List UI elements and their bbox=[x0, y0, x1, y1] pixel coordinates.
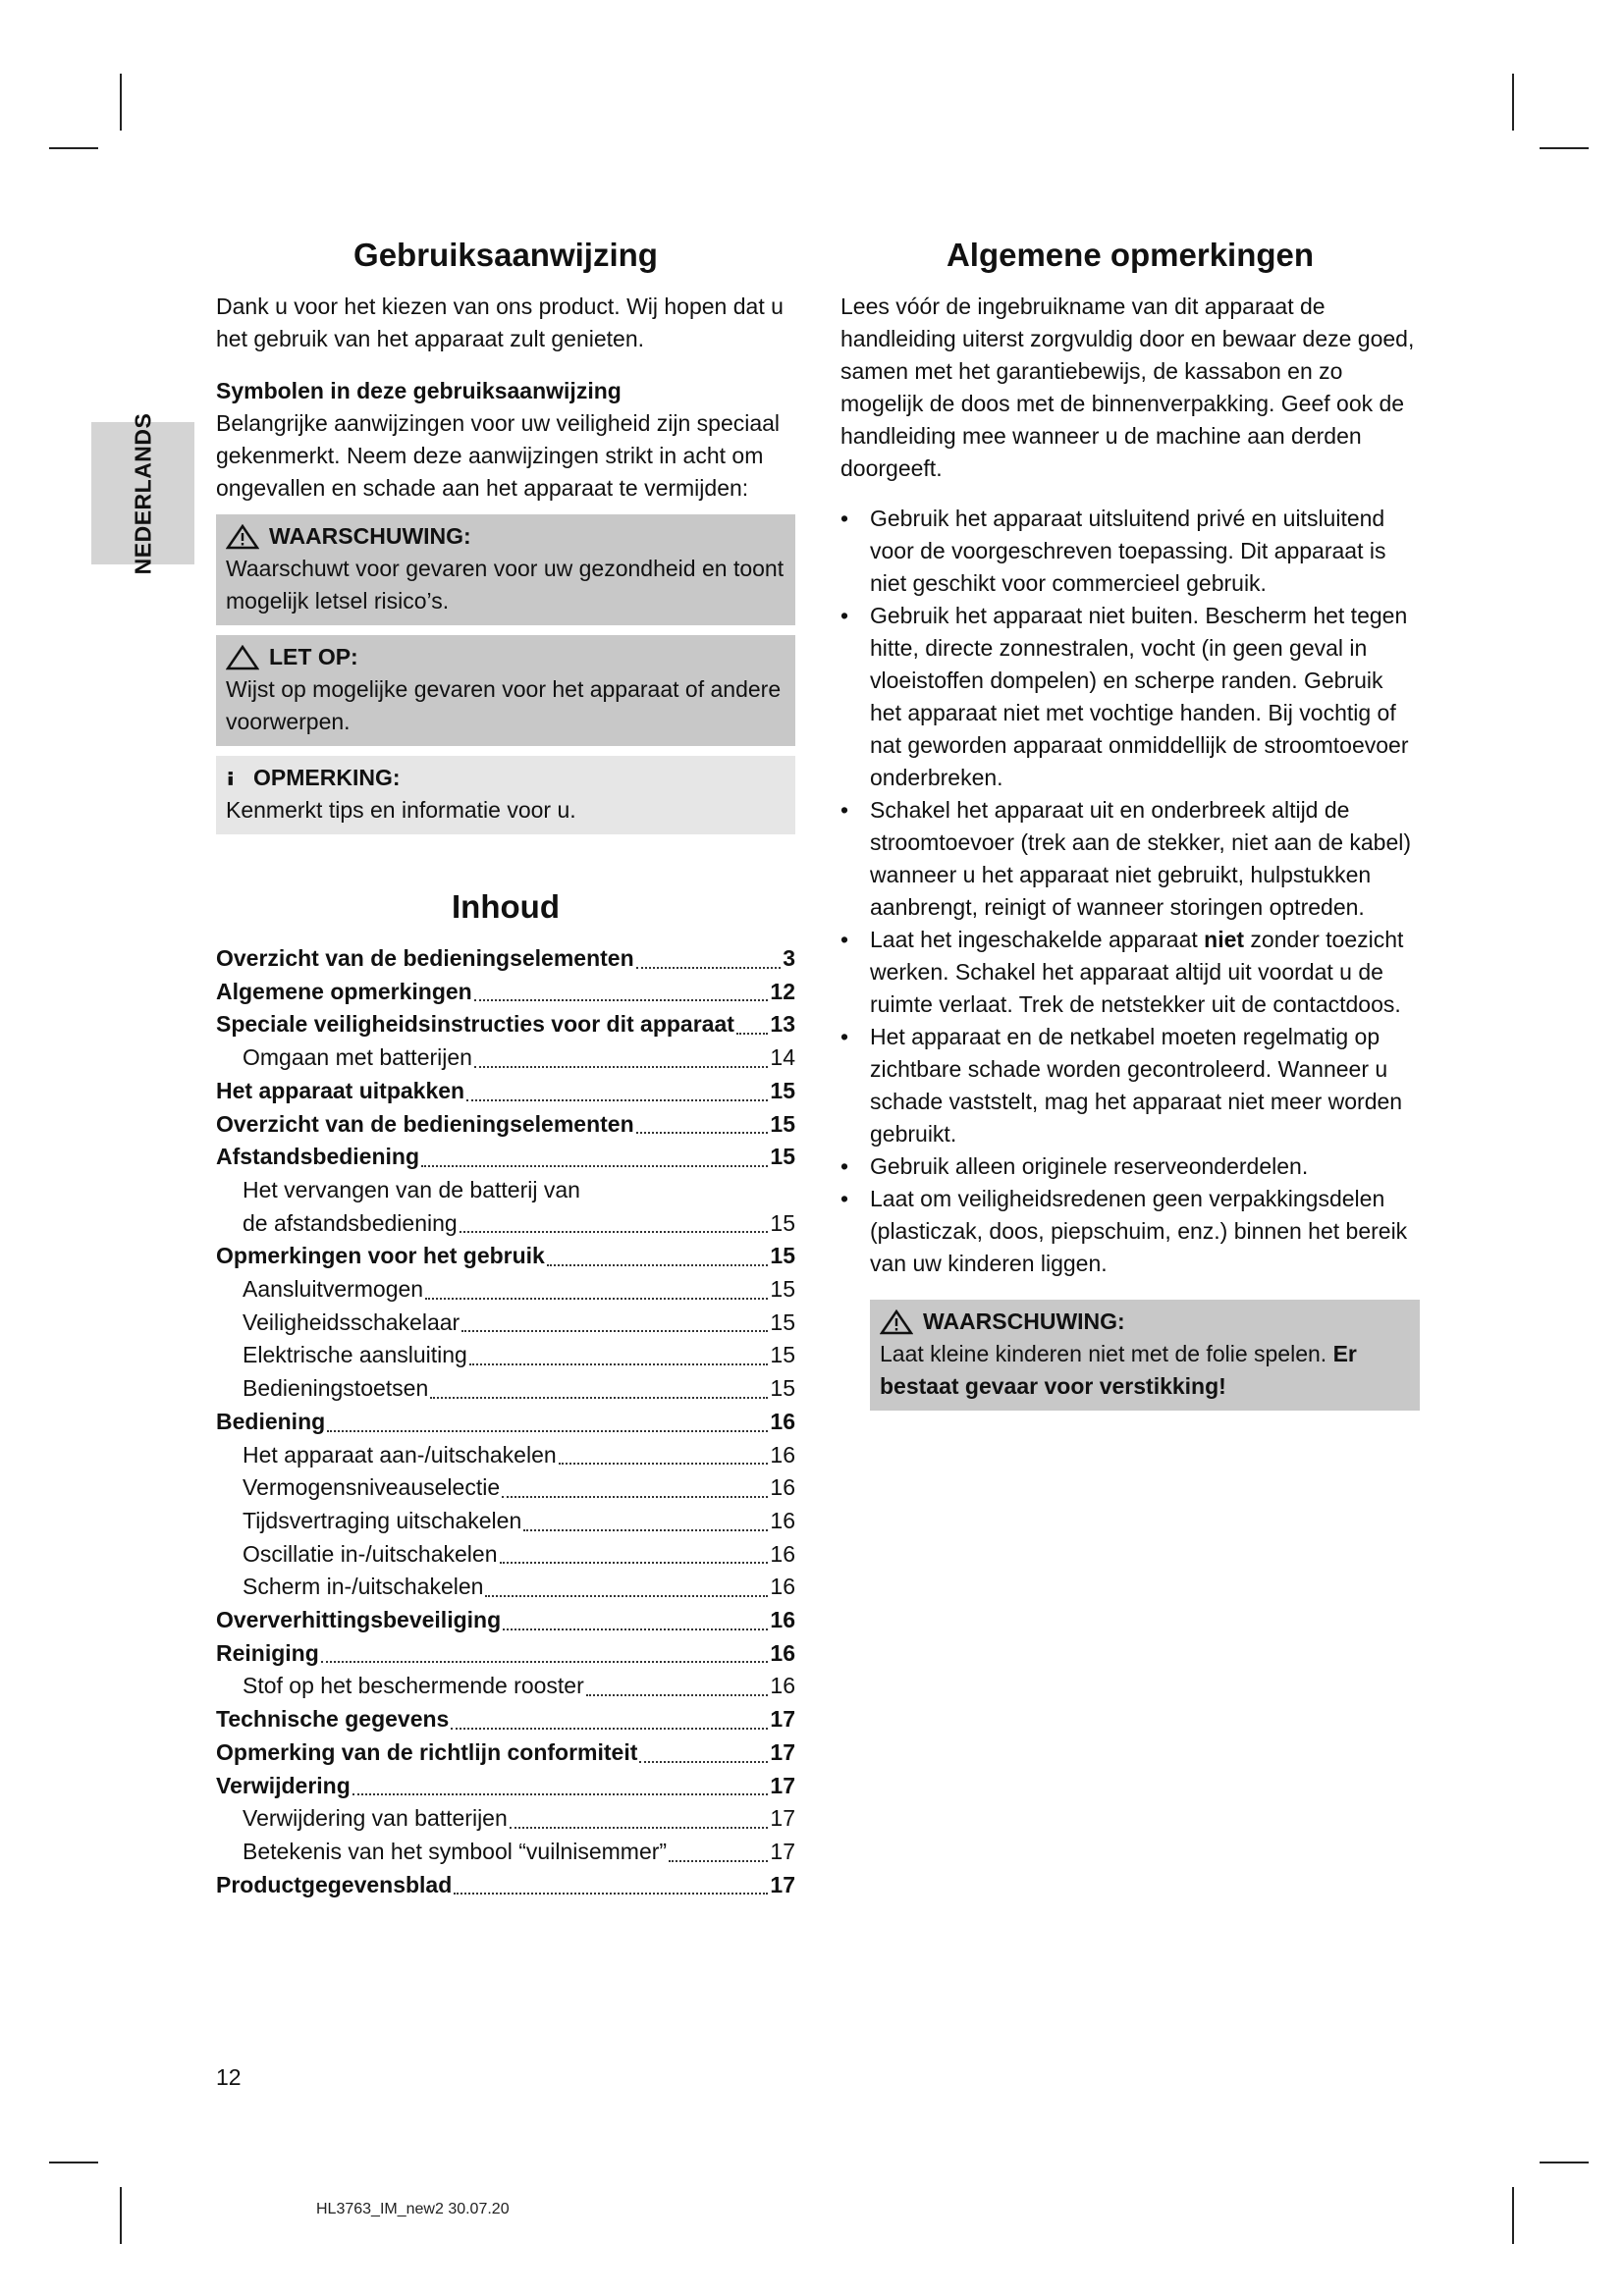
toc-entry-text: Verwijdering van batterijen bbox=[243, 1805, 508, 1832]
toc-entry-text: Afstandsbediening bbox=[216, 1144, 420, 1170]
list-item: • Gebruik het apparaat uitsluitend privé en uitsluitend voor de voorgeschreven toepassing. Dit apparaat is niet geschikt voor commercieel gebruik. bbox=[840, 503, 1420, 600]
symbols-text: Belangrijke aanwijzingen voor uw veiligheid zijn speciaal gekenmerkt. Neem deze aanwijzingen strikt in acht om ongevallen en schade aan het apparaat te vermijden: bbox=[216, 410, 781, 501]
caution-note-body: Wijst op mogelijke gevaren voor het apparaat of andere voorwerpen. bbox=[226, 676, 782, 734]
toc-entry-text: Betekenis van het symbool “vuilnisemmer” bbox=[243, 1838, 668, 1864]
list-item: • Het apparaat en de netkabel moeten regelmatig op zichtbare schade worden gecontroleerd. Wanneer u schade vaststelt, mag het apparaat niet meer worden gebruikt. bbox=[840, 1021, 1420, 1150]
bullet-text: Laat het ingeschakelde apparaat bbox=[870, 927, 1205, 952]
list-item: • Gebruik het apparaat niet buiten. Bescherm het tegen hitte, directe zonnestralen, vocht (in geen geval in vloeistoffen dompelen) en scherpe randen. Gebruik het apparaat niet met vochtige handen. Bij vochtig of nat geworden apparaat onmiddellijk de stroomtoevoer onderbreken. bbox=[840, 600, 1420, 794]
toc-entry bbox=[216, 1538, 795, 1572]
crop-mark bbox=[1512, 74, 1514, 131]
toc-dot-leader bbox=[352, 1793, 769, 1795]
toc-entry-page: 12 bbox=[770, 978, 795, 1004]
crop-mark bbox=[1540, 147, 1589, 149]
toc-dot-leader bbox=[636, 1132, 769, 1134]
toc-entry-text: Overzicht van de bedieningselementen bbox=[216, 1110, 634, 1137]
toc-entry-page: 17 bbox=[770, 1805, 795, 1832]
list-item: • Schakel het apparaat uit en onderbreek altijd de stroomtoevoer (trek aan de stekker, niet aan de kabel) wanneer u het apparaat niet gebruikt, hulpstukken aanbrengt, reinigt of wanneer storingen optreden. bbox=[840, 794, 1420, 924]
toc-entry bbox=[216, 1372, 795, 1406]
toc-dot-leader bbox=[461, 1330, 768, 1332]
toc-entry-page: 16 bbox=[770, 1441, 795, 1468]
toc-dot-leader bbox=[485, 1595, 768, 1597]
toc-dot-leader bbox=[502, 1496, 768, 1498]
warning-text: Laat kleine kinderen niet met de folie spelen. bbox=[880, 1341, 1333, 1366]
toc-entry bbox=[216, 1836, 795, 1869]
toc-entry-text: Stof op het beschermende rooster bbox=[243, 1673, 584, 1699]
warning-note-title: WAARSCHUWING: bbox=[269, 523, 471, 549]
toc-entry-page: 15 bbox=[770, 1077, 795, 1103]
toc-entry-page: 15 bbox=[770, 1110, 795, 1137]
toc-dot-leader bbox=[736, 1033, 769, 1035]
toc-entry-page: 15 bbox=[770, 1375, 795, 1402]
toc-entry-page: 16 bbox=[770, 1607, 795, 1633]
toc-entry-text: Productgegevensblad bbox=[216, 1871, 453, 1897]
toc-entry-page: 17 bbox=[770, 1838, 795, 1864]
toc-entry-text: Tijdsvertraging uitschakelen bbox=[243, 1507, 522, 1533]
suffocation-warning-title: WAARSCHUWING: bbox=[923, 1308, 1125, 1334]
crop-mark bbox=[49, 147, 98, 149]
toc-entry bbox=[216, 1406, 795, 1439]
toc-entry bbox=[216, 1736, 795, 1770]
toc-dot-leader bbox=[430, 1397, 768, 1399]
language-tab-label: NEDERLANDS bbox=[130, 412, 155, 574]
toc-dot-leader bbox=[547, 1264, 769, 1266]
toc-dot-leader bbox=[474, 1066, 768, 1068]
toc-entry-text: Technische gegevens bbox=[216, 1706, 450, 1733]
toc-entry bbox=[216, 1240, 795, 1273]
toc-entry bbox=[216, 1637, 795, 1671]
toc-dot-leader bbox=[469, 1363, 769, 1365]
toc-dot-leader bbox=[327, 1430, 768, 1432]
toc-entry-page: 17 bbox=[770, 1772, 795, 1798]
toc-entry-page: 16 bbox=[770, 1639, 795, 1666]
right-column bbox=[840, 232, 1420, 1411]
toc-entry-page: 14 bbox=[770, 1044, 795, 1071]
symbols-heading: Symbolen in deze gebruiksaanwijzing bbox=[216, 378, 622, 403]
toc-entry-text: Elektrische aansluiting bbox=[243, 1342, 467, 1368]
toc-entry-page: 15 bbox=[770, 1209, 795, 1236]
toc-entry-page: 16 bbox=[770, 1574, 795, 1600]
toc-entry-text: Oververhittingsbeveiliging bbox=[216, 1607, 502, 1633]
toc-entry-text: Het apparaat uitpakken bbox=[216, 1077, 465, 1103]
warning-triangle-icon bbox=[880, 1309, 913, 1335]
toc-entry-page: 17 bbox=[770, 1871, 795, 1897]
toc-entry bbox=[216, 1571, 795, 1604]
toc-entry bbox=[216, 1273, 795, 1307]
toc-dot-leader bbox=[523, 1529, 768, 1531]
toc-entry bbox=[216, 1869, 795, 1902]
toc-entry-page: 16 bbox=[770, 1507, 795, 1533]
toc-entry-text: Bediening bbox=[216, 1408, 326, 1434]
toc-entry-text: Bedieningstoetsen bbox=[243, 1375, 429, 1402]
toc-dot-leader bbox=[425, 1298, 768, 1300]
info-note-body: Kenmerkt tips en informatie voor u. bbox=[226, 797, 576, 823]
toc-entry-page: 3 bbox=[783, 945, 795, 971]
toc-entry-page: 15 bbox=[770, 1144, 795, 1170]
toc-entry-text: Veiligheidsschakelaar bbox=[243, 1308, 460, 1335]
info-note bbox=[216, 756, 795, 834]
toc-entry bbox=[216, 1207, 795, 1241]
warning-bold-text: Er bestaat gevaar voor verstikking! bbox=[880, 1341, 1357, 1399]
toc-entry-text: Het vervangen van de batterij van bbox=[243, 1176, 580, 1202]
bullet-bold-text: niet bbox=[1204, 927, 1245, 952]
toc-dot-leader bbox=[510, 1827, 769, 1829]
toc-dot-leader bbox=[669, 1860, 768, 1862]
toc-entry-page: 15 bbox=[770, 1342, 795, 1368]
toc-entry bbox=[216, 976, 795, 1009]
toc-entry bbox=[216, 1141, 795, 1174]
page-number: 12 bbox=[216, 2064, 242, 2090]
toc-dot-leader bbox=[466, 1099, 768, 1101]
toc-entry-text: Oscillatie in-/uitschakelen bbox=[243, 1540, 498, 1567]
caution-note bbox=[216, 635, 795, 746]
list-item bbox=[840, 924, 1420, 1021]
toc-entry-text: Vermogensniveauselectie bbox=[243, 1474, 501, 1501]
toc-entry-text: Algemene opmerkingen bbox=[216, 978, 472, 1004]
toc-entry-page: 17 bbox=[770, 1706, 795, 1733]
toc-entry-page: 17 bbox=[770, 1738, 795, 1765]
toc-dot-leader bbox=[559, 1463, 769, 1465]
toc-entry bbox=[216, 1770, 795, 1803]
crop-mark bbox=[120, 74, 122, 131]
toc-entry-page: 15 bbox=[770, 1308, 795, 1335]
toc-entry bbox=[216, 1041, 795, 1075]
toc-entry-text: Opmerking van de richtlijn conformiteit bbox=[216, 1738, 638, 1765]
caution-triangle-icon bbox=[226, 645, 259, 670]
toc-entry-text: Het apparaat aan-/uitschakelen bbox=[243, 1441, 557, 1468]
toc-entry-text: Aansluitvermogen bbox=[243, 1276, 424, 1303]
toc-entry bbox=[216, 1604, 795, 1637]
warning-triangle-icon bbox=[226, 524, 259, 550]
toc-dot-leader bbox=[460, 1231, 769, 1233]
crop-mark bbox=[1512, 2187, 1514, 2244]
crop-mark bbox=[49, 2162, 98, 2163]
info-note-title: OPMERKING: bbox=[253, 765, 401, 790]
toc-entry-text: Verwijdering bbox=[216, 1772, 351, 1798]
toc-entry-page: 16 bbox=[770, 1474, 795, 1501]
crop-mark bbox=[120, 2187, 122, 2244]
toc-entry bbox=[216, 1174, 795, 1207]
toc-entry-text: Omgaan met batterijen bbox=[243, 1044, 472, 1071]
bullet-text: zonder toezicht werken. Schakel het apparaat altijd uit voordat u de ruimte verlaat. Trek de netstekker uit de contactdoos. bbox=[870, 927, 1404, 1017]
table-of-contents bbox=[216, 942, 795, 1901]
toc-entry-page: 13 bbox=[770, 1011, 795, 1038]
toc-entry-text: de afstandsbediening bbox=[243, 1209, 458, 1236]
toc-entry bbox=[216, 1670, 795, 1703]
toc-dot-leader bbox=[586, 1694, 769, 1696]
toc-title: Inhoud bbox=[452, 888, 560, 925]
toc-entry bbox=[216, 1075, 795, 1108]
toc-entry bbox=[216, 1307, 795, 1340]
intro-text: Dank u voor het kiezen van ons product. Wij hopen dat u het gebruik van het apparaat zult genieten. bbox=[216, 294, 784, 351]
list-item: • Gebruik alleen originele reserveonderdelen. bbox=[840, 1150, 1420, 1183]
toc-entry-page: 16 bbox=[770, 1673, 795, 1699]
toc-dot-leader bbox=[454, 1893, 768, 1895]
toc-dot-leader bbox=[639, 1761, 768, 1763]
toc-entry bbox=[216, 1802, 795, 1836]
toc-dot-leader bbox=[636, 967, 782, 969]
toc-entry-text: Scherm in-/uitschakelen bbox=[243, 1574, 484, 1600]
toc-entry bbox=[216, 1108, 795, 1142]
manual-title: Gebruiksaanwijzing bbox=[353, 237, 658, 273]
language-tab bbox=[91, 412, 194, 574]
footer-file-info: HL3763_IM_new2 30.07.20 bbox=[316, 2201, 510, 2217]
caution-note-title: LET OP: bbox=[269, 644, 358, 669]
toc-dot-leader bbox=[474, 999, 769, 1001]
toc-entry-page: 16 bbox=[770, 1408, 795, 1434]
list-item: • Laat om veiligheidsredenen geen verpakkingsdelen (plasticzak, doos, piepschuim, enz.) binnen het bereik van uw kinderen liggen. bbox=[840, 1183, 1420, 1280]
info-icon bbox=[226, 766, 244, 791]
toc-entry bbox=[216, 942, 795, 976]
toc-entry-text: Speciale veiligheidsinstructies voor dit apparaat bbox=[216, 1011, 734, 1038]
toc-entry-page: 15 bbox=[770, 1276, 795, 1303]
general-remarks-title: Algemene opmerkingen bbox=[946, 237, 1315, 273]
toc-entry bbox=[216, 1505, 795, 1538]
toc-entry-page: 15 bbox=[770, 1243, 795, 1269]
toc-entry bbox=[216, 1439, 795, 1472]
toc-entry bbox=[216, 1703, 795, 1736]
left-column bbox=[216, 232, 795, 1901]
toc-dot-leader bbox=[421, 1165, 768, 1167]
safety-bullet-list bbox=[840, 503, 1420, 1280]
toc-entry-text: Overzicht van de bedieningselementen bbox=[216, 945, 634, 971]
toc-entry-page: 16 bbox=[770, 1540, 795, 1567]
suffocation-warning-note bbox=[870, 1300, 1420, 1411]
toc-dot-leader bbox=[503, 1629, 768, 1630]
suffocation-warning-body bbox=[880, 1338, 1410, 1403]
crop-mark bbox=[1540, 2162, 1589, 2163]
toc-entry bbox=[216, 1471, 795, 1505]
general-remarks-intro: Lees vóór de ingebruikname van dit apparaat de handleiding uiterst zorgvuldig door en bewaar deze goed, samen met het garantiebewijs, de kassabon en zo mogelijk de doos met de binnenverpakking. Geef ook de handleiding mee wanneer u de machine aan derden doorgeeft. bbox=[840, 294, 1415, 481]
warning-note-body: Waarschuwt voor gevaren voor uw gezondheid en toont mogelijk letsel risico’s. bbox=[226, 556, 785, 614]
toc-dot-leader bbox=[451, 1728, 768, 1730]
toc-entry-text: Reiniging bbox=[216, 1639, 319, 1666]
warning-note bbox=[216, 514, 795, 625]
toc-entry-text: Opmerkingen voor het gebruik bbox=[216, 1243, 545, 1269]
toc-entry bbox=[216, 1339, 795, 1372]
toc-dot-leader bbox=[321, 1661, 769, 1663]
toc-dot-leader bbox=[500, 1562, 769, 1564]
toc-entry bbox=[216, 1008, 795, 1041]
